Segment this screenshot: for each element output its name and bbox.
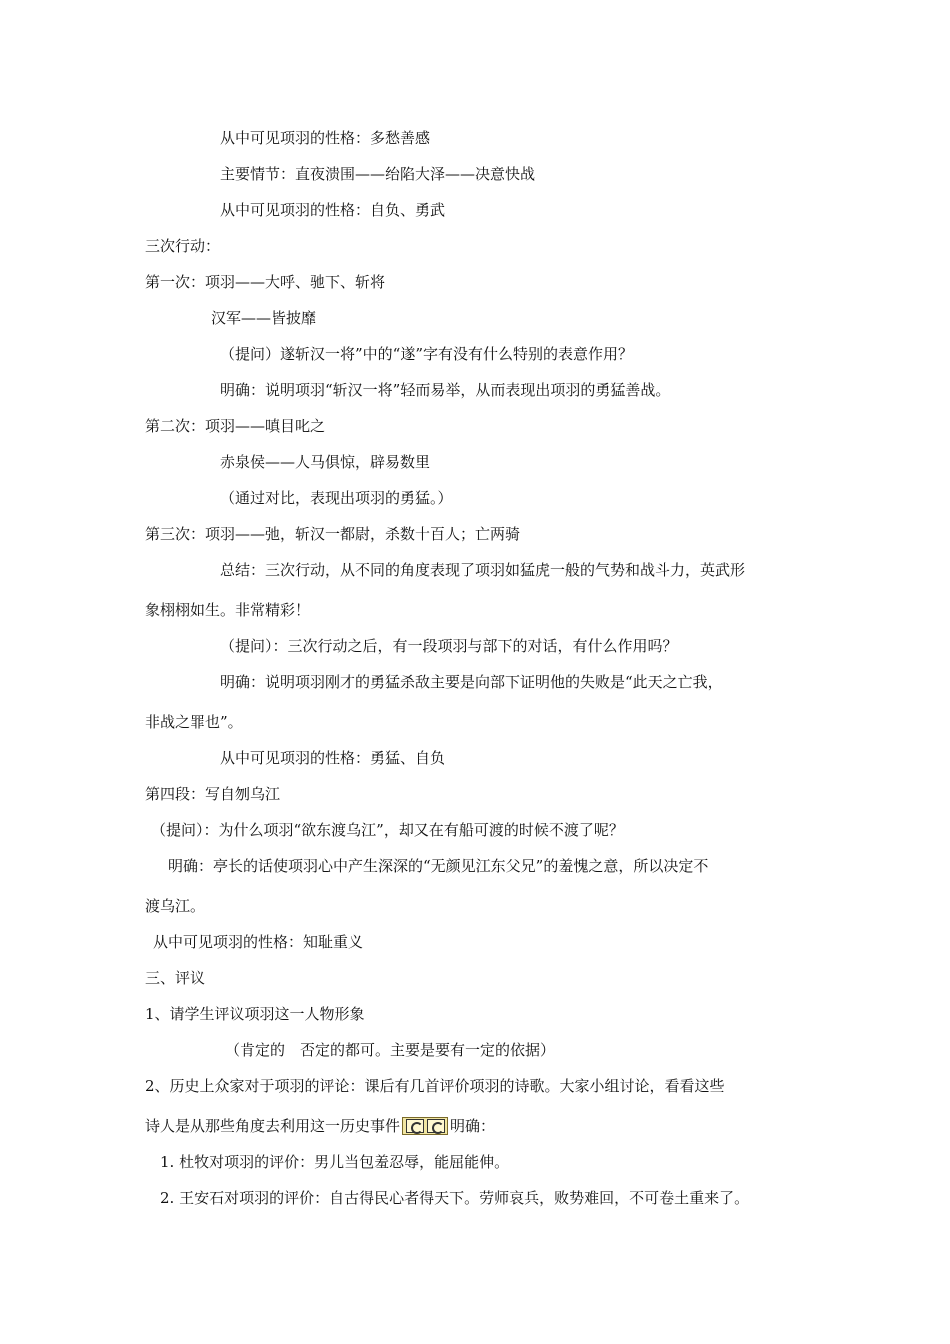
line-25: 1、请学生评议项羽这一人物形象 [145, 1005, 365, 1023]
line-2: 主要情节：直夜溃围——绐陷大泽——决意快战 [220, 165, 536, 183]
line-15: （提问）：三次行动之后，有一段项羽与部下的对话，有什么作用吗？ [220, 637, 678, 655]
line-28 [145, 1116, 495, 1136]
line-12: 第三次：项羽——弛，斩汉一都尉，杀数十百人；亡两骑 [145, 525, 521, 543]
line-19: 第四段：写自刎乌江 [145, 785, 281, 803]
line-1: 从中可见项羽的性格：多愁善感 [220, 129, 431, 147]
line-23: 从中可见项羽的性格：知耻重义 [153, 933, 364, 951]
line-9: 第二次：项羽——嗔目叱之 [145, 417, 326, 435]
line-4: 三次行动： [145, 237, 221, 255]
line-21: 明确：亭长的话使项羽心中产生深深的“无颜见江东父兄”的羞愧之意，所以决定不 [168, 857, 709, 875]
line-26: （肯定的 否定的都可。主要是要有一定的依据） [225, 1041, 556, 1059]
line-17: 非战之罪也”。 [145, 713, 243, 731]
line-14: 象栩栩如生。非常精彩！ [145, 601, 311, 619]
line-10: 赤泉侯——人马俱惊，辟易数里 [220, 453, 431, 471]
line-6: 汉军——皆披靡 [211, 309, 317, 327]
link-icon [402, 1117, 448, 1135]
line-16: 明确：说明项羽刚才的勇猛杀敌主要是向部下证明他的失败是“此天之亡我， [220, 673, 723, 691]
line-3: 从中可见项羽的性格：自负、勇武 [220, 201, 446, 219]
line-8: 明确：说明项羽“斩汉一将”轻而易举，从而表现出项羽的勇猛善战。 [220, 381, 671, 399]
line-29: 1. 杜牧对项羽的评价：男儿当包羞忍辱，能屈能伸。 [160, 1153, 510, 1171]
line-27: 2、历史上众家对于项羽的评论：课后有几首评价项羽的诗歌。大家小组讨论，看看这些 [145, 1077, 725, 1095]
line-28-suffix: 明确： [450, 1117, 496, 1135]
line-24: 三、评议 [145, 969, 206, 987]
line-30: 2. 王安石对项羽的评价：自古得民心者得天下。劳师哀兵，败势难回，不可卷土重来了。 [160, 1189, 750, 1207]
line-7: （提问）遂斩汉一将”中的“遂”字有没有什么特别的表意作用？ [220, 345, 634, 363]
line-20: （提问）：为什么项羽“欲东渡乌江”，却又在有船可渡的时候不渡了呢？ [151, 821, 624, 839]
line-22: 渡乌江。 [145, 897, 206, 915]
line-28-text: 诗人是从那些角度去利用这一历史事件 [145, 1117, 401, 1135]
line-18: 从中可见项羽的性格：勇猛、自负 [220, 749, 446, 767]
line-11: （通过对比，表现出项羽的勇猛。） [220, 489, 453, 507]
line-5: 第一次：项羽——大呼、驰下、斩将 [145, 273, 386, 291]
line-13: 总结：三次行动，从不同的角度表现了项羽如猛虎一般的气势和战斗力，英武形 [220, 561, 746, 579]
